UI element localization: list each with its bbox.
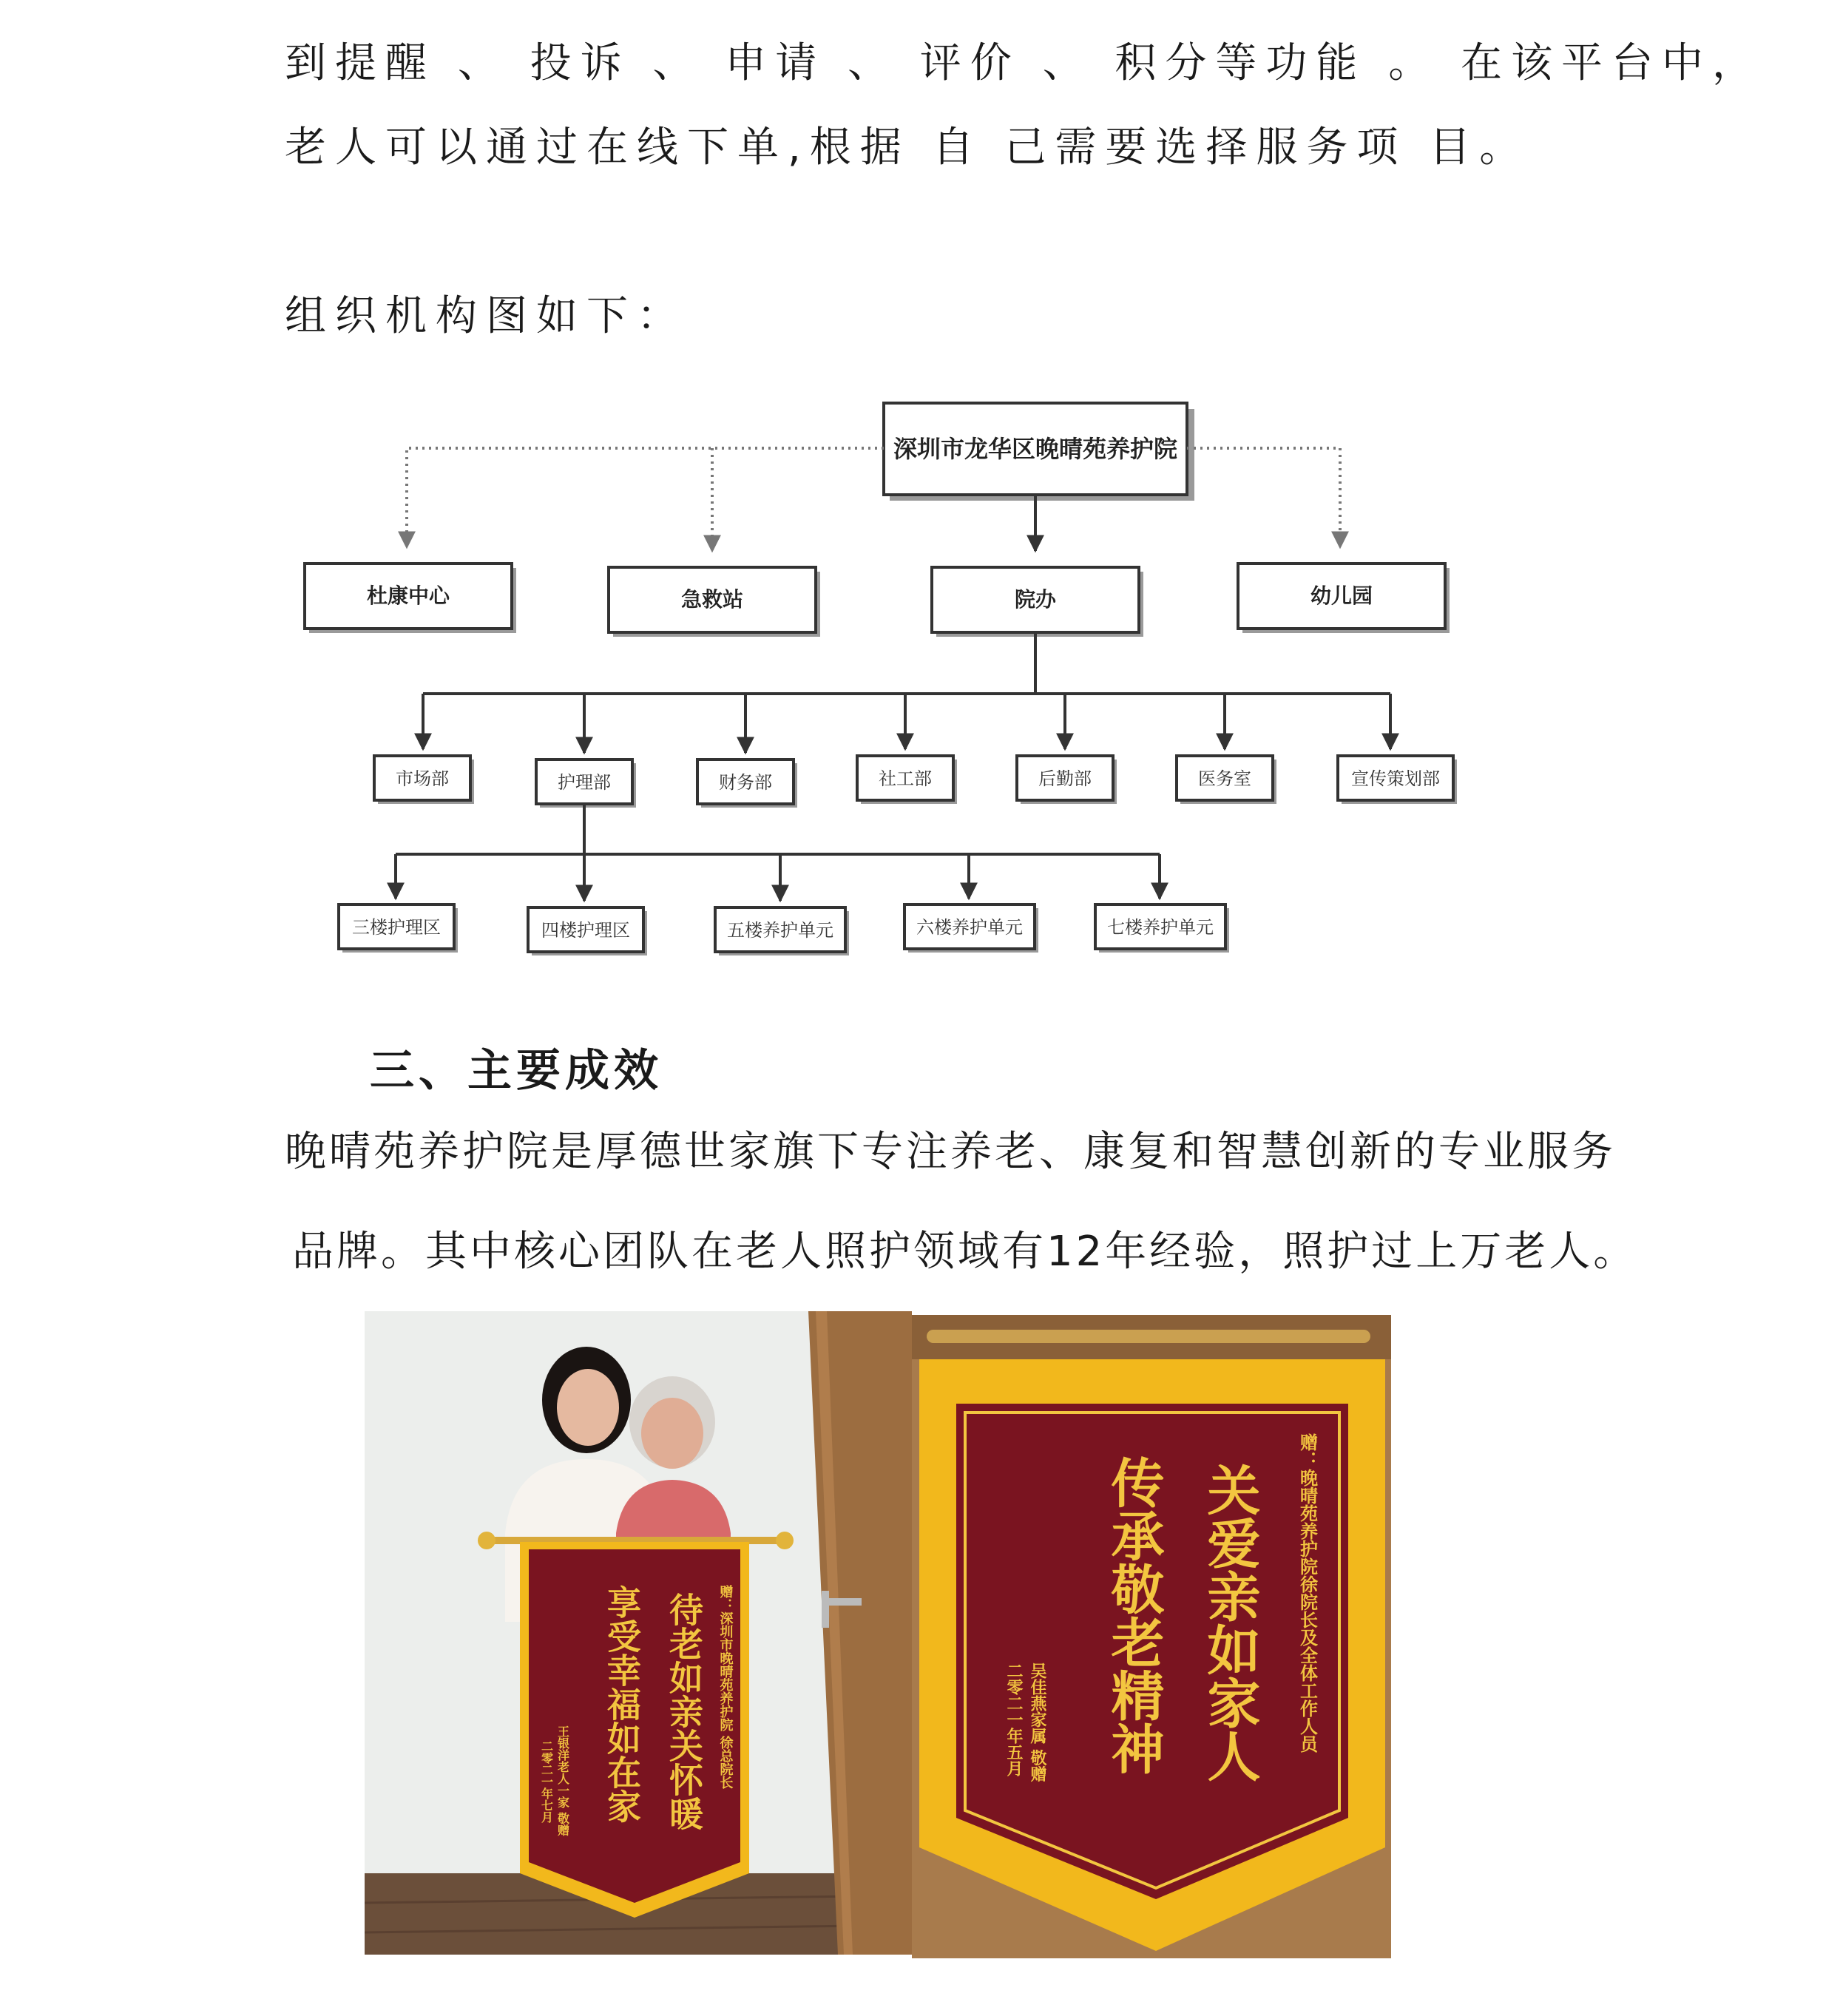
- org-node-kindergarten: [1238, 564, 1450, 633]
- org-chart: [0, 0, 1823, 998]
- org-node-office: [932, 567, 1143, 637]
- org-node-label: 杜康中心: [366, 584, 450, 608]
- org-unit-7f: [1095, 904, 1229, 953]
- banner-left-col1: 待老如亲关怀暖: [664, 1592, 704, 1830]
- org-node-label: 宣传策划部: [1351, 768, 1440, 789]
- org-node-label: 三楼护理区: [352, 917, 441, 938]
- org-node-label: 六楼养护单元: [916, 917, 1023, 938]
- org-root-label: 深圳市龙华区晚晴苑养护院: [893, 435, 1178, 463]
- org-node-dukang: [305, 564, 516, 633]
- org-unit-6f: [904, 904, 1038, 953]
- org-node-label: 七楼养护单元: [1107, 917, 1214, 938]
- banner-right-col2: 传承敬老精神: [1102, 1455, 1166, 1775]
- banner-right-date: 二零二一年五月: [1004, 1662, 1024, 1776]
- org-dept-finance: [697, 760, 797, 808]
- org-node-first-aid: [609, 567, 820, 637]
- paragraph-line: 品牌。其中核心团队在老人照护领域有12年经验，照护过上万老人。: [292, 1228, 1638, 1276]
- org-node-label: 社工部: [879, 768, 932, 789]
- org-unit-3f: [339, 904, 458, 953]
- org-node-label: 医务室: [1198, 768, 1251, 789]
- paragraph-line: 到提醒 、 投诉 、 申请 、 评价 、 积分等功能 。 在该平台中，: [285, 39, 1763, 87]
- banner-right-dedication: 赠：晚晴苑养护院徐院长及全体工作人员: [1296, 1433, 1319, 1753]
- paragraph-line: 老人可以通过在线下单,根据 自 己需要选择服务项 目。: [285, 124, 1530, 172]
- org-root-node: [884, 403, 1194, 501]
- org-node-label: 财务部: [719, 772, 772, 793]
- banner-right-col1: 关爱亲如家人: [1198, 1463, 1262, 1782]
- org-unit-5f: [715, 907, 849, 955]
- org-dept-logistics: [1017, 756, 1117, 804]
- org-unit-4f: [528, 907, 647, 955]
- org-dept-social-work: [857, 756, 957, 804]
- banner-right-sign: 吴佳燕家属 敬赠: [1028, 1662, 1047, 1782]
- org-node-label: 院办: [1014, 587, 1057, 612]
- org-node-label: 市场部: [396, 768, 449, 789]
- org-node-label: 五楼养护单元: [727, 920, 833, 941]
- banner-left-col2: 享受幸福如在家: [602, 1585, 642, 1823]
- banner-left-dedication: 赠：深圳市晚晴苑养护院 徐总院长: [717, 1585, 734, 1790]
- chart-intro: 组织机构图如下：: [285, 292, 687, 340]
- photo-banner-closeup: [912, 1315, 1391, 1958]
- org-dept-clinic: [1177, 756, 1276, 804]
- org-dept-nursing: [536, 760, 636, 808]
- banner-left-sign: 王银洋老人一家 敬赠: [555, 1725, 570, 1836]
- paragraph-line: 晚晴苑养护院是厚德世家旗下专注养老、康复和智慧创新的专业服务: [285, 1128, 1616, 1176]
- org-dept-marketing: [374, 756, 474, 804]
- photo-banner-presentation: [365, 1311, 912, 1955]
- org-node-label: 护理部: [558, 772, 611, 793]
- org-node-label: 后勤部: [1038, 768, 1092, 789]
- org-node-label: 幼儿园: [1310, 584, 1373, 608]
- org-node-label: 四楼护理区: [541, 920, 630, 941]
- org-dept-publicity: [1338, 756, 1457, 804]
- org-node-label: 急救站: [680, 587, 744, 612]
- banner-left-date: 二零二一年七月: [539, 1740, 554, 1823]
- section-heading: 三、主要成效: [370, 1045, 663, 1097]
